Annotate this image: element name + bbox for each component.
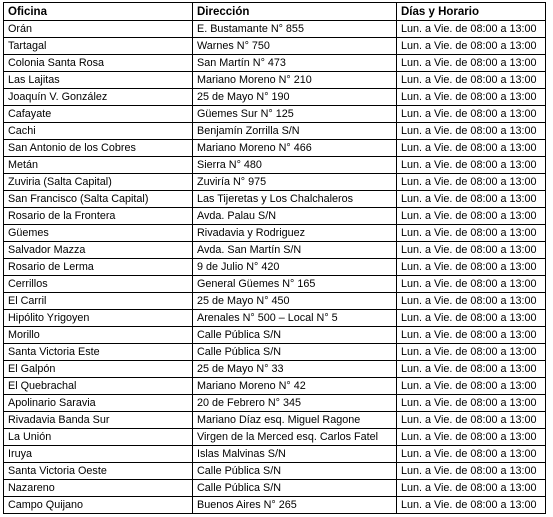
office-cell: Rosario de la Frontera [4,208,193,225]
schedule-cell: Lun. a Vie. de 08:00 a 13:00 [397,429,546,446]
table-row [4,242,546,259]
table-body [4,21,546,514]
schedule-cell: Lun. a Vie. de 08:00 a 13:00 [397,412,546,429]
office-cell: Metán [4,157,193,174]
table-row [4,38,546,55]
address-cell: Warnes N° 750 [193,38,397,55]
address-cell: 25 de Mayo N° 190 [193,89,397,106]
table-row [4,191,546,208]
table-row [4,225,546,242]
address-cell: 9 de Julio N° 420 [193,259,397,276]
office-cell: Cafayate [4,106,193,123]
address-cell: Arenales N° 500 – Local N° 5 [193,310,397,327]
address-cell: Benjamín Zorrilla S/N [193,123,397,140]
table-row [4,21,546,38]
address-cell: Mariano Díaz esq. Miguel Ragone [193,412,397,429]
table-row [4,123,546,140]
table-row [4,55,546,72]
table-row [4,140,546,157]
office-cell: El Carril [4,293,193,310]
header-oficina: Oficina [4,3,193,21]
schedule-cell: Lun. a Vie. de 08:00 a 13:00 [397,21,546,38]
schedule-cell: Lun. a Vie. de 08:00 a 13:00 [397,497,546,514]
address-cell: 25 de Mayo N° 450 [193,293,397,310]
table-row [4,344,546,361]
schedule-cell: Lun. a Vie. de 08:00 a 13:00 [397,242,546,259]
office-cell: Salvador Mazza [4,242,193,259]
table-row [4,89,546,106]
schedule-cell: Lun. a Vie. de 08:00 a 13:00 [397,157,546,174]
address-cell: Calle Pública S/N [193,480,397,497]
table-row [4,361,546,378]
office-cell: La Unión [4,429,193,446]
office-cell: Cerrillos [4,276,193,293]
address-cell: San Martín N° 473 [193,55,397,72]
office-cell: Campo Quijano [4,497,193,514]
schedule-cell: Lun. a Vie. de 08:00 a 13:00 [397,72,546,89]
address-cell: Mariano Moreno N° 466 [193,140,397,157]
schedule-cell: Lun. a Vie. de 08:00 a 13:00 [397,293,546,310]
table-row [4,174,546,191]
table-row [4,378,546,395]
office-cell: Apolinario Saravia [4,395,193,412]
address-cell: Virgen de la Merced esq. Carlos Fatel [193,429,397,446]
table-row [4,327,546,344]
address-cell: 20 de Febrero N° 345 [193,395,397,412]
office-cell: Santa Victoria Oeste [4,463,193,480]
office-cell: Rosario de Lerma [4,259,193,276]
address-cell: Güemes Sur N° 125 [193,106,397,123]
office-cell: Tartagal [4,38,193,55]
office-cell: El Quebrachal [4,378,193,395]
schedule-cell: Lun. a Vie. de 08:00 a 13:00 [397,446,546,463]
table-row [4,72,546,89]
table-row [4,429,546,446]
address-cell: Mariano Moreno N° 42 [193,378,397,395]
address-cell: Sierra N° 480 [193,157,397,174]
office-cell: Hipólito Yrigoyen [4,310,193,327]
address-cell: Las Tijeretas y Los Chalchaleros [193,191,397,208]
schedule-cell: Lun. a Vie. de 08:00 a 13:00 [397,259,546,276]
address-cell: Zuviría N° 975 [193,174,397,191]
address-cell: Mariano Moreno N° 210 [193,72,397,89]
office-cell: Colonia Santa Rosa [4,55,193,72]
address-cell: Calle Pública S/N [193,327,397,344]
address-cell: Islas Malvinas S/N [193,446,397,463]
office-cell: El Galpón [4,361,193,378]
address-cell: Calle Pública S/N [193,463,397,480]
address-cell: General Güemes N° 165 [193,276,397,293]
table-row [4,497,546,514]
header-row [4,3,546,21]
office-cell: Morillo [4,327,193,344]
schedule-cell: Lun. a Vie. de 08:00 a 13:00 [397,395,546,412]
schedule-cell: Lun. a Vie. de 08:00 a 13:00 [397,89,546,106]
office-cell: Güemes [4,225,193,242]
table-row [4,463,546,480]
office-cell: Nazareno [4,480,193,497]
header-direccion: Dirección [193,3,397,21]
address-cell: Calle Pública S/N [193,344,397,361]
table-row [4,412,546,429]
schedule-cell: Lun. a Vie. de 08:00 a 13:00 [397,225,546,242]
table-row [4,106,546,123]
office-cell: San Antonio de los Cobres [4,140,193,157]
offices-table [3,2,546,514]
table-row [4,293,546,310]
office-cell: Santa Victoria Este [4,344,193,361]
address-cell: E. Bustamante N° 855 [193,21,397,38]
table-row [4,157,546,174]
address-cell: Avda. San Martín S/N [193,242,397,259]
office-cell: Orán [4,21,193,38]
schedule-cell: Lun. a Vie. de 08:00 a 13:00 [397,191,546,208]
schedule-cell: Lun. a Vie. de 08:00 a 13:00 [397,327,546,344]
office-cell: San Francisco (Salta Capital) [4,191,193,208]
schedule-cell: Lun. a Vie. de 08:00 a 13:00 [397,38,546,55]
schedule-cell: Lun. a Vie. de 08:00 a 13:00 [397,361,546,378]
table-row [4,208,546,225]
table-row [4,310,546,327]
address-cell: Buenos Aires N° 265 [193,497,397,514]
office-cell: Cachi [4,123,193,140]
office-cell: Rivadavia Banda Sur [4,412,193,429]
schedule-cell: Lun. a Vie. de 08:00 a 13:00 [397,344,546,361]
schedule-cell: Lun. a Vie. de 08:00 a 13:00 [397,463,546,480]
schedule-cell: Lun. a Vie. de 08:00 a 13:00 [397,55,546,72]
schedule-cell: Lun. a Vie. de 08:00 a 13:00 [397,276,546,293]
schedule-cell: Lun. a Vie. de 08:00 a 13:00 [397,106,546,123]
schedule-cell: Lun. a Vie. de 08:00 a 13:00 [397,378,546,395]
table-row [4,259,546,276]
office-cell: Zuviria (Salta Capital) [4,174,193,191]
address-cell: Avda. Palau S/N [193,208,397,225]
schedule-cell: Lun. a Vie. de 08:00 a 13:00 [397,310,546,327]
office-cell: Iruya [4,446,193,463]
schedule-cell: Lun. a Vie. de 08:00 a 13:00 [397,480,546,497]
office-cell: Las Lajitas [4,72,193,89]
header-dias-horario: Días y Horario [397,3,546,21]
address-cell: Rivadavia y Rodriguez [193,225,397,242]
address-cell: 25 de Mayo N° 33 [193,361,397,378]
schedule-cell: Lun. a Vie. de 08:00 a 13:00 [397,140,546,157]
schedule-cell: Lun. a Vie. de 08:00 a 13:00 [397,123,546,140]
office-cell: Joaquín V. González [4,89,193,106]
table-row [4,446,546,463]
table-row [4,395,546,412]
table-row [4,480,546,497]
table-row [4,276,546,293]
schedule-cell: Lun. a Vie. de 08:00 a 13:00 [397,174,546,191]
schedule-cell: Lun. a Vie. de 08:00 a 13:00 [397,208,546,225]
